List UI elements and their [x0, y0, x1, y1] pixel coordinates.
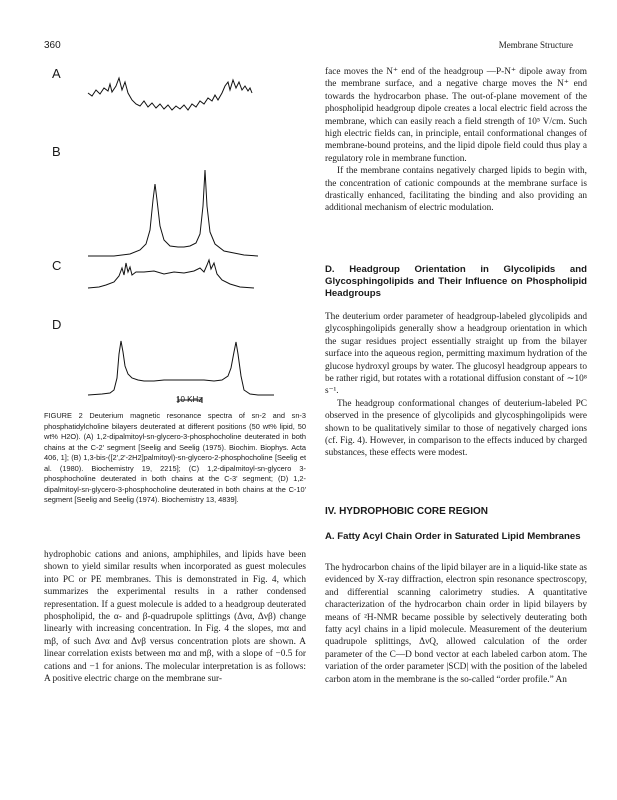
- spectrum-c: [88, 260, 254, 288]
- section-d-heading: [325, 264, 587, 300]
- figure-2: [44, 60, 306, 408]
- right-paragraph-1: face moves the N⁺ end of the headgroup —P-N⁺ dipole away from the membrane surface, and a negative charge moves the N⁺ end towards the hydrocarbon phase. The out-of-plane movement of the phospholipid headgroup dipole creates a local electric field across the membrane, which can easily reach a field strength of 10⁵ V/cm. Such high electric fields can, in principle, entail conformational changes of membrane-bound proteins, and the lipid dipole field could thus play a regulatory role in membrane function.: [325, 67, 587, 164]
- panel-label-d: D: [52, 317, 62, 332]
- panel-label-a: A: [52, 66, 61, 81]
- section-iv-heading: IV. HYDROPHOBIC CORE REGION: [325, 506, 488, 517]
- spectrum-b: [88, 170, 258, 256]
- section-d-paragraph-2: The headgroup conformational changes of deuterium-labeled PC observed in the presence of glycolipids and glycosphingolipids were shown to be qualitatively similar to those of negatively charged ions (cf. Fig. 4). However, in comparison to the effects induced by charged substances, these effects were modest.: [325, 398, 587, 459]
- figure-caption: FIGURE 2 Deuterium magnetic resonance spectra of sn-2 and sn-3 phosphatidylcholine bilayers deuterated at different positions (50 wt% lipid, 50 wt% H2O). (A) 1,2-dipalmitoyl-sn-glycero-3-phosphocholine deuterated in both chains at the C-2' segment [Seelig and Seelig (1975). Biochim. Biophys. Acta 406, 1]; (B) 1,3-bis-([2',2'-2H2]palmitoyl)-sn-glycero-2-phosphocholine [Seelig et al. (1980). Biochemistry 19, 2215]; (C) 1,2-dipalmitoyl-sn-glycero 3-phosphocholine deuterated in both chains at the C-3' segment; (D) 1,2-dipalmitoyl-sn-glycero-3-phosphocholine deuterated in both chains at the C-10' segment [Seelig and Seelig (1974). Biochemistry 13, 4839].: [44, 411, 306, 504]
- section-a-body: [325, 562, 587, 686]
- section-d-heading-text: D. Headgroup Orientation in Glycolipids and Glycosphingolipids and Their Influence on Phospholipid Headgroups: [325, 264, 587, 299]
- section-a-heading: [325, 531, 587, 543]
- panel-label-c: C: [52, 258, 62, 273]
- section-a-paragraph: The hydrocarbon chains of the lipid bilayer are in a liquid-like state as evidenced by X-ray diffraction, electron spin resonance spectroscopy, and differential scanning calorimetry studies. A quantitative characterization of the hydrocarbon chain order in lipid bilayers by means of ²H-NMR became possible by selectively deuterating both fatty acyl chains in a lipid molecule. Measurement of the deuterium quadrupole splittings, ΔνQ, allowed calculation of the order parameter of the C—D bond vector at each labeled carbon atom. The variation of the order parameter |SCD| with the position of the labeled carbon atom in the membrane is the so-called “order profile.” An: [325, 563, 587, 685]
- section-d-body: [325, 311, 587, 460]
- section-d-paragraph-1: The deuterium order parameter of headgroup-labeled glycolipids and glycosphingolipids generally show a headgroup orientation in which the sugar residues project essentially straight up from the bilayer surface into the aqueous region, permitting maximum hydration of the glucose hydroxyl groups by water. The glucosyl headgroup appears to be rather rigid, but rotates with a rotational diffusion constant of ∼10⁸ s⁻¹.: [325, 312, 587, 397]
- scale-label: 10 KHz: [176, 395, 203, 404]
- right-paragraph-2: If the membrane contains negatively charged lipids to begin with, the concentration of cationic compounds at the membrane surface is drastically enhanced, facilitating the binding and also providing an additional mechanism of electric modulation.: [325, 166, 587, 214]
- spectrum-d: [88, 341, 274, 395]
- nmr-spectra-figure: [44, 60, 306, 408]
- left-paragraph: hydrophobic cations and anions, amphiphiles, and lipids have been shown to yield similar results when incorporated as guest molecules into PC or PE membranes. This is demonstrated in Fig. 4, which summarizes the experimental results in a rather condensed representation. If a guest molecule is added to a headgroup deuterated phospholipid, the α- and β-quadrupole splittings (Δνα, Δνβ) change linearly with increasing concentration. In Fig. 4 the slopes, mα and mβ, of such Δνα and Δνβ versus concentration plots are shown. A linear correlation exists between mα and mβ, with a slope of −0.5 for cations and −1 for anions. The molecular interpretation is as follows: A positive electric charge on the membrane sur-: [44, 550, 306, 685]
- right-column-top: [325, 66, 587, 215]
- spectrum-a: [88, 78, 252, 110]
- panel-label-b: B: [52, 144, 61, 159]
- left-column: [44, 549, 306, 685]
- section-a-heading-text: A. Fatty Acyl Chain Order in Saturated Lipid Membranes: [325, 531, 581, 542]
- page-number: 360: [44, 40, 61, 51]
- running-head: Membrane Structure: [498, 40, 573, 50]
